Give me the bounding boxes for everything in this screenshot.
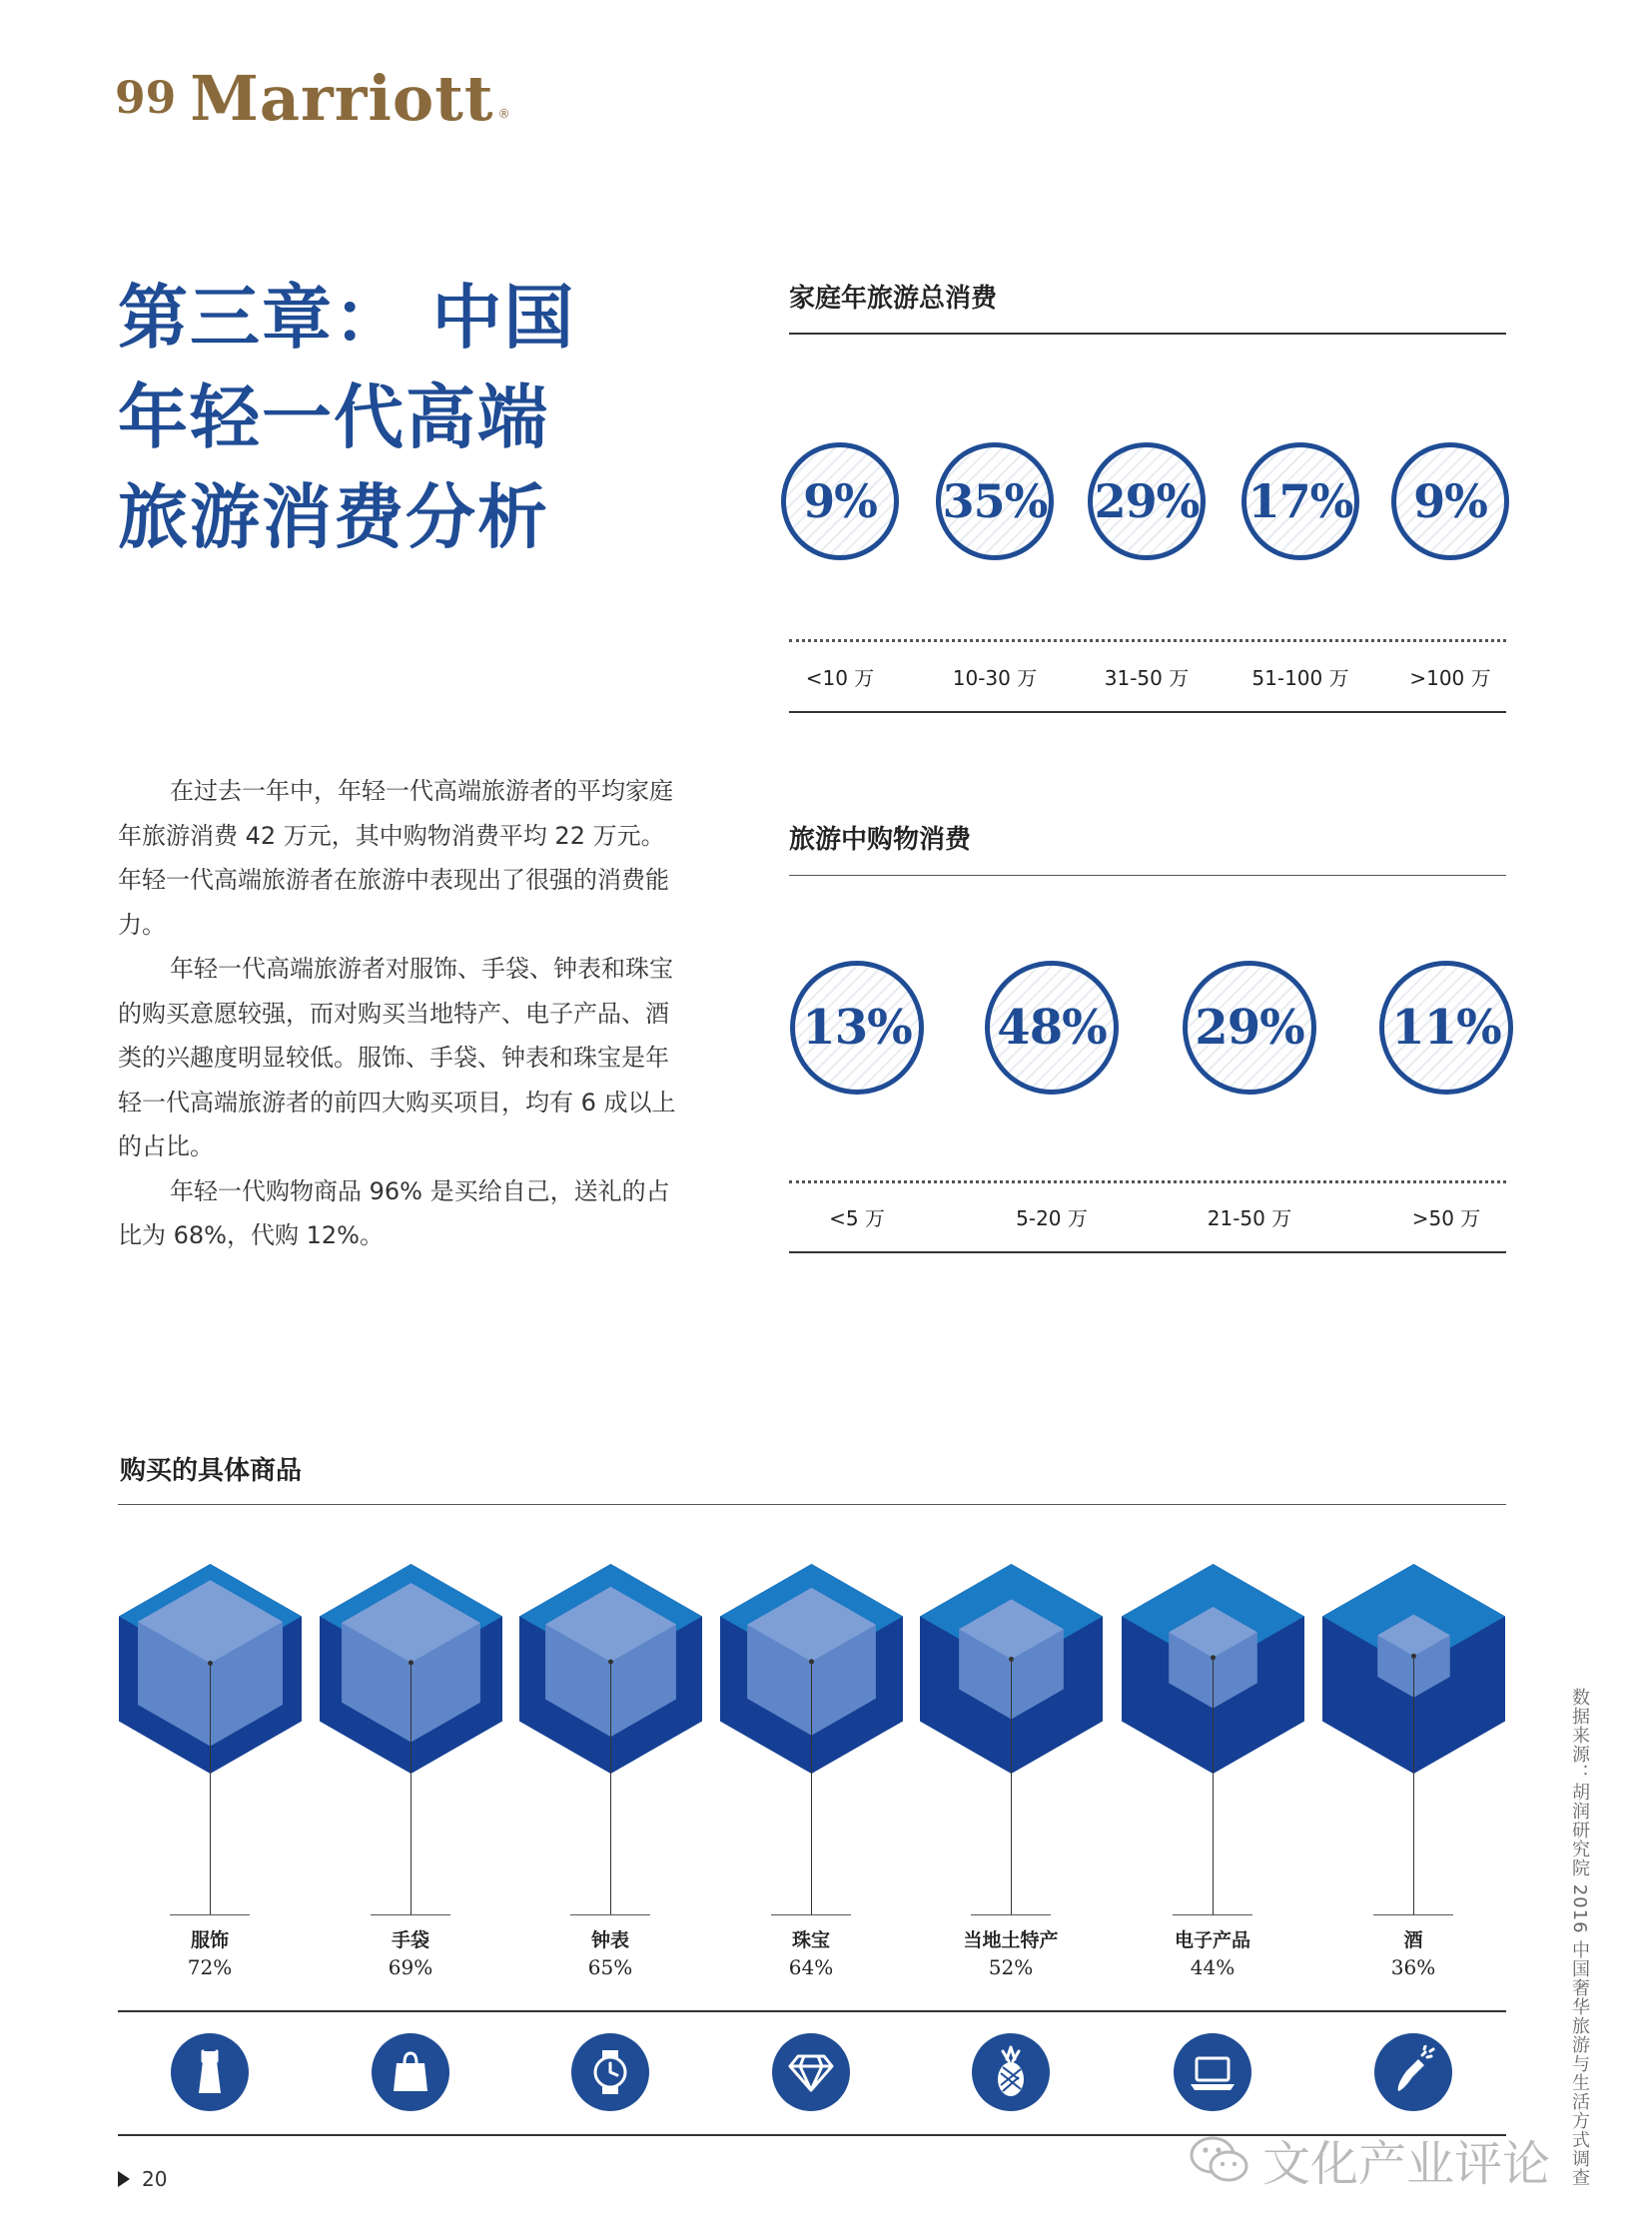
chapter-title-line-2: 年轻一代高端 [118, 375, 549, 458]
chart1-dotted-rule [789, 639, 1506, 642]
product-name: 钟表 [590, 1929, 630, 1951]
body-paragraph-1: 在过去一年中，年轻一代高端旅游者的平均家庭年旅游消费 42 万元，其中购物消费平均 22 万元。年轻一代高端旅游者在旅游中表现出了很强的消费能力。 [118, 777, 673, 939]
chart3-title: 购买的具体商品 [120, 1456, 303, 1486]
product-percent: 64% [788, 1955, 834, 1979]
chart1-category-label: <10 万 [805, 666, 875, 690]
chart1-value-label: 35% [942, 474, 1048, 528]
source-note: 数据来源：胡润研究院 2016 中国奢华旅游与生活方式调查 [1569, 1688, 1590, 2188]
cube-leader-line [1213, 1658, 1214, 1914]
cube-leader-line [1011, 1659, 1012, 1914]
body-text [118, 769, 677, 1258]
chart2-top-rule [789, 875, 1506, 876]
chart2-category-label: >50 万 [1411, 1206, 1481, 1230]
body-paragraph-3: 年轻一代购物商品 96% 是买给自己，送礼的占比为 68%，代购 12%。 [118, 1176, 670, 1249]
chart1-value-label: 9% [803, 474, 877, 528]
diamond-icon [772, 2033, 850, 2111]
product-name: 当地土特产 [963, 1929, 1059, 1951]
cube-label-underline [971, 1914, 1051, 1915]
marriott-logo [115, 62, 510, 135]
product-percent: 36% [1390, 1955, 1436, 1979]
cube-label-underline [570, 1914, 650, 1915]
product-percent: 65% [587, 1955, 633, 1979]
chart1-category-label: >100 万 [1409, 666, 1491, 690]
chart1-category-label: 51-100 万 [1251, 666, 1349, 690]
chart1-top-rule [789, 333, 1506, 335]
cube-label-underline [371, 1914, 450, 1915]
laptop-icon [1174, 2033, 1251, 2111]
chart3-mid-rule [118, 2010, 1506, 2012]
pineapple-icon [972, 2033, 1050, 2111]
chart1-value-circle [1088, 442, 1206, 560]
chart1-category-label: 31-50 万 [1104, 666, 1190, 690]
chart1-value-label: 17% [1247, 474, 1353, 528]
cube-leader-line [811, 1662, 812, 1914]
page-triangle-icon [118, 2171, 130, 2187]
chart1-value-label: 9% [1413, 474, 1487, 528]
cube-leader-line [210, 1663, 211, 1914]
chart2-category-label: <5 万 [829, 1206, 885, 1230]
chart2-category-label: 5-20 万 [1016, 1206, 1088, 1230]
registered-mark: ® [497, 107, 510, 121]
cube-leader-line [1413, 1656, 1414, 1914]
marriott-logo-mark: 99 [115, 73, 177, 124]
product-percent: 44% [1190, 1955, 1236, 1979]
chart2-value-label: 11% [1391, 1000, 1501, 1056]
chart2-category-label: 21-50 万 [1207, 1206, 1292, 1230]
chart2-bottom-rule [789, 1251, 1506, 1253]
chapter-title-line-1: 第三章： 中国 [118, 276, 576, 359]
chart2-value-label: 29% [1195, 1000, 1304, 1056]
chart2-dotted-rule [789, 1180, 1506, 1183]
handbag-icon [372, 2033, 449, 2111]
watch-icon [571, 2033, 649, 2111]
chart1-value-label: 29% [1094, 474, 1200, 528]
chapter-title-line-3: 旅游消费分析 [118, 475, 549, 558]
cube-label-underline [1173, 1914, 1252, 1915]
chart1-value-circle [936, 442, 1054, 560]
marriott-logo-wordmark: Marriott [190, 62, 494, 135]
chart2-value-circle [985, 961, 1119, 1095]
product-name: 服饰 [190, 1929, 230, 1951]
chart3-top-rule [118, 1504, 1506, 1505]
chart1-title: 家庭年旅游总消费 [789, 284, 998, 314]
product-name: 手袋 [391, 1929, 430, 1951]
chart2-value-label: 13% [802, 1000, 912, 1056]
chart2-value-circle [1183, 961, 1316, 1095]
chart2-title: 旅游中购物消费 [789, 825, 972, 855]
cube-leader-line [610, 1662, 611, 1914]
chart1-value-circle [781, 442, 899, 560]
cube-label-underline [771, 1914, 851, 1915]
chart2-value-label: 48% [997, 1000, 1107, 1056]
chapter-title [118, 268, 637, 567]
chart2-value-circle [790, 961, 924, 1095]
chart2-value-circle [1379, 961, 1513, 1095]
product-percent: 52% [988, 1955, 1034, 1979]
wechat-icon [1189, 2135, 1250, 2185]
product-name: 珠宝 [791, 1929, 831, 1951]
body-paragraph-2: 年轻一代高端旅游者对服饰、手袋、钟表和珠宝的购买意愿较强，而对购买当地特产、电子产品、酒类的兴趣度明显较低。服饰、手袋、钟表和珠宝是年轻一代高端旅游者的前四大购买项目，均有 6 成以上的占比。 [118, 955, 676, 1160]
page-number-text: 20 [142, 2167, 168, 2191]
product-percent: 69% [388, 1955, 433, 1979]
product-percent: 72% [187, 1955, 233, 1979]
product-name: 酒 [1403, 1929, 1423, 1951]
chart1-value-circle [1391, 442, 1509, 560]
champagne-icon [1374, 2033, 1452, 2111]
chart1-bottom-rule [789, 711, 1506, 713]
product-name: 电子产品 [1174, 1929, 1251, 1951]
cube-label-underline [1373, 1914, 1453, 1915]
watermark-text: 文化产业评论 [1262, 2136, 1551, 2192]
chart1-category-label: 10-30 万 [952, 666, 1038, 690]
watermark [1189, 2125, 1550, 2194]
dress-icon [171, 2033, 249, 2111]
cube-leader-line [411, 1663, 412, 1914]
cube-label-underline [170, 1914, 250, 1915]
chart1-value-circle [1241, 442, 1359, 560]
page-number [118, 2167, 167, 2191]
